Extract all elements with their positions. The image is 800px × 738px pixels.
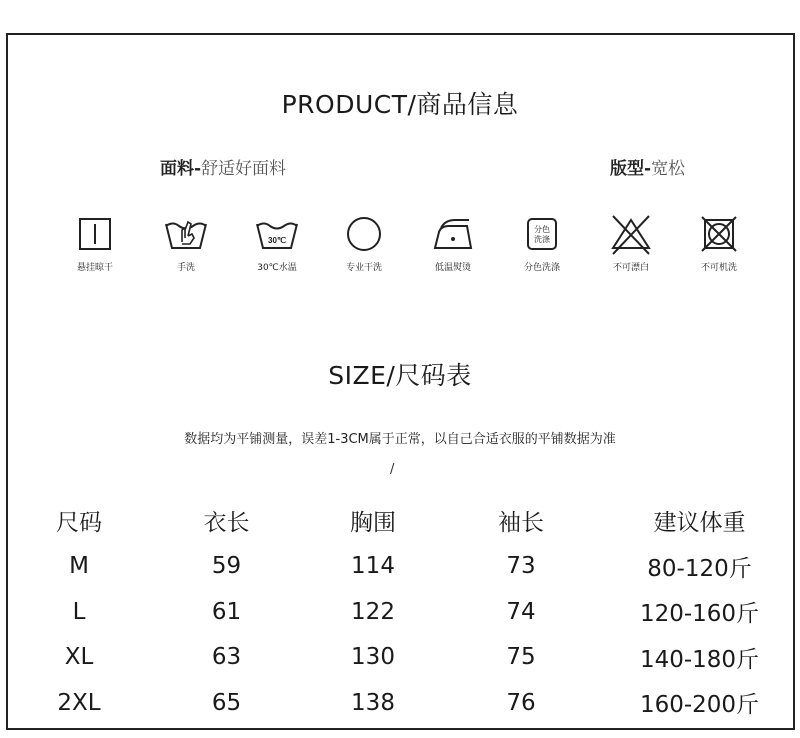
cell-size: 2XL [57, 689, 101, 716]
wash-temp-glyph: 30℃ [268, 236, 286, 245]
header-size: 尺码 [56, 510, 102, 537]
care-item-hang-dry [55, 214, 135, 273]
care-label: 30℃水温 [257, 263, 297, 273]
separate-wash-glyph-top: 分色 [534, 225, 550, 234]
header-sleeve: 袖长 [498, 510, 544, 537]
care-icons-row [0, 214, 800, 274]
care-item-hand-wash [146, 214, 226, 273]
cell-weight: 80-120斤 [647, 555, 752, 582]
care-label: 专业干洗 [345, 263, 382, 273]
cell-chest: 114 [351, 553, 395, 580]
cell-chest: 122 [351, 598, 395, 625]
wash-30-icon [255, 214, 299, 254]
header-chest: 胸围 [350, 510, 396, 537]
cell-chest: 138 [351, 689, 395, 716]
fit-value: 宽松 [651, 159, 686, 179]
table-row [4, 589, 800, 635]
no-machine-wash-icon [699, 214, 739, 254]
cell-chest: 130 [351, 644, 395, 671]
fabric-value: 舒适好面料 [201, 159, 287, 179]
cell-sleeve: 75 [506, 644, 536, 671]
care-item-wash-30 [237, 214, 317, 273]
care-item-no-bleach [591, 214, 671, 273]
cell-sleeve: 73 [506, 553, 536, 580]
separate-wash-glyph-bottom: 洗涤 [534, 235, 550, 244]
care-label: 不可机洗 [700, 263, 737, 273]
header-weight: 建议体重 [653, 510, 746, 537]
cell-sleeve: 74 [506, 598, 536, 625]
cell-weight: 120-160斤 [639, 601, 760, 628]
care-item-dry-clean [324, 214, 404, 273]
low-iron-icon [431, 214, 475, 254]
separate-wash-icon [522, 214, 562, 254]
measurement-note: 数据均为平铺测量，误差1-3CM属于正常，以自己合适衣服的平铺数据为准 [184, 432, 616, 447]
product-title: PRODUCT/商品信息 [281, 90, 519, 119]
cell-length: 61 [211, 598, 242, 625]
cell-length: 65 [211, 689, 242, 716]
slash-mark: / [390, 462, 395, 477]
cell-size: L [72, 598, 86, 625]
dry-clean-icon [344, 214, 384, 254]
fabric-attribute [160, 154, 286, 179]
care-label: 分色洗涤 [523, 263, 560, 273]
fit-key: 版型- [610, 159, 652, 179]
cell-size: XL [64, 644, 94, 671]
table-row [4, 544, 800, 590]
care-item-no-machine-wash [679, 214, 759, 273]
hand-wash-icon [164, 214, 208, 254]
care-label: 悬挂晾干 [76, 263, 113, 273]
care-label: 低温熨烫 [434, 263, 471, 273]
fabric-key: 面料- [160, 159, 202, 179]
care-label: 不可漂白 [612, 263, 649, 273]
table-row [4, 635, 800, 681]
cell-length: 63 [211, 644, 242, 671]
header-length: 衣长 [203, 510, 250, 537]
size-title: SIZE/尺码表 [328, 361, 472, 390]
hang-dry-icon [75, 214, 115, 254]
table-header-row [4, 498, 800, 544]
cell-sleeve: 76 [506, 689, 536, 716]
size-table [4, 498, 800, 726]
table-row [4, 680, 800, 726]
fit-attribute [610, 154, 685, 179]
care-item-separate-wash [502, 214, 582, 273]
cell-weight: 160-200斤 [639, 692, 760, 719]
care-item-low-iron [413, 214, 493, 273]
no-bleach-icon [609, 214, 653, 256]
care-label: 手洗 [176, 263, 195, 273]
cell-weight: 140-180斤 [639, 646, 760, 673]
cell-size: M [69, 553, 89, 580]
cell-length: 59 [211, 553, 242, 580]
